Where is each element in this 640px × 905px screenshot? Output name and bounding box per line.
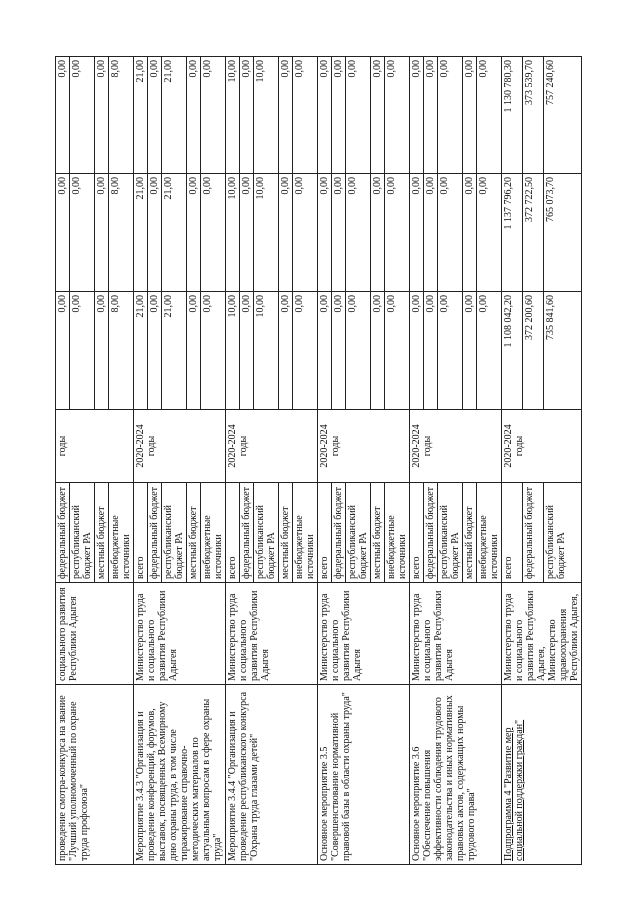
executor-cell: Министерство труда и социального развития Республики Адыгея bbox=[226, 583, 318, 685]
amount-cell-total: 0,00 bbox=[56, 292, 70, 410]
amount-cell-total: 0,00 bbox=[438, 292, 463, 410]
rotated-page bbox=[0, 45, 640, 905]
table-row bbox=[318, 57, 332, 865]
activity-name: проведение смотра-конкурса на звание "Лучший уполномоченный по охране труда профсоюза" bbox=[57, 695, 90, 861]
budget-table bbox=[55, 56, 582, 865]
amount-cell-y2021: 0,00 bbox=[70, 57, 95, 174]
amount-cell-y2020: 0,00 bbox=[371, 174, 385, 292]
amount-cell-y2021: 0,00 bbox=[95, 57, 109, 174]
funding-source-cell: республиканский бюджет РА bbox=[346, 483, 371, 583]
amount-cell-y2020: 0,00 bbox=[95, 174, 109, 292]
amount-cell-y2020: 0,00 bbox=[279, 174, 293, 292]
table-row bbox=[226, 57, 240, 865]
amount-cell-y2021: 10,00 bbox=[226, 57, 240, 174]
amount-cell-y2021: 0,00 bbox=[424, 57, 438, 174]
amount-cell-y2021: 0,00 bbox=[477, 57, 502, 174]
amount-cell-total: 0,00 bbox=[318, 292, 332, 410]
amount-cell-y2020: 0,00 bbox=[56, 174, 70, 292]
table-body bbox=[56, 57, 582, 865]
executor-cell: Министерство труда и социального развития Республики Адыгея, Министерство здравоохранения Республики Адыгея, bbox=[502, 583, 582, 685]
funding-source-cell: всего bbox=[410, 483, 424, 583]
amount-cell-total: 0,00 bbox=[463, 292, 477, 410]
activity-name: Подпрограмма 4 "Развитие мер социальной поддержки граждан" bbox=[503, 719, 525, 861]
activity-name: Мероприятие 3.4.3 "Организация и проведение конференций, форумов, выставок, посвященных Всемирному дню охраны труда, в том числе тиражирование справочно-методических материалов по актуальным вопросам в сфере охраны труда" bbox=[135, 698, 223, 861]
amount-cell-y2021: 0,00 bbox=[56, 57, 70, 174]
amount-cell-y2020: 0,00 bbox=[477, 174, 502, 292]
funding-source-cell: внебюджетные источники bbox=[201, 483, 226, 583]
amount-cell-y2020: 0,00 bbox=[293, 174, 318, 292]
amount-cell-y2020: 0,00 bbox=[424, 174, 438, 292]
funding-source-cell: республиканский бюджет РА bbox=[438, 483, 463, 583]
amount-cell-total: 21,00 bbox=[134, 292, 148, 410]
amount-cell-y2021: 0,00 bbox=[371, 57, 385, 174]
amount-cell-y2021: 0,00 bbox=[463, 57, 477, 174]
amount-cell-y2021: 0,00 bbox=[240, 57, 254, 174]
amount-cell-total: 0,00 bbox=[424, 292, 438, 410]
funding-source-cell: всего bbox=[134, 483, 148, 583]
funding-source-cell: всего bbox=[502, 483, 523, 583]
funding-source-cell: местный бюджет bbox=[95, 483, 109, 583]
executor-cell: Министерство труда и социального развития Республики Адыгея bbox=[410, 583, 502, 685]
period-cell: 2020-2024 годы bbox=[410, 410, 502, 483]
amount-cell-y2021: 757 240,60 bbox=[544, 57, 582, 174]
amount-cell-total: 21,00 bbox=[162, 292, 187, 410]
amount-cell-y2020: 0,00 bbox=[148, 174, 162, 292]
amount-cell-total: 0,00 bbox=[293, 292, 318, 410]
activity-name: Мероприятие 3.4.4 "Организация и проведение республиканского конкурса "Охрана труда глазами детей" bbox=[227, 691, 260, 861]
funding-source-cell: местный бюджет bbox=[371, 483, 385, 583]
amount-cell-total: 0,00 bbox=[70, 292, 95, 410]
funding-source-cell: местный бюджет bbox=[279, 483, 293, 583]
amount-cell-y2021: 10,00 bbox=[254, 57, 279, 174]
amount-cell-total: 0,00 bbox=[95, 292, 109, 410]
activity-name-cell bbox=[318, 685, 410, 865]
table-row bbox=[134, 57, 148, 865]
activity-name-cell bbox=[226, 685, 318, 865]
funding-source-cell: федеральный бюджет bbox=[240, 483, 254, 583]
activity-name: Основное мероприятие 3.5 "Совершенствование нормативной правовой базы в области охраны труда" bbox=[319, 692, 352, 861]
amount-cell-y2021: 0,00 bbox=[332, 57, 346, 174]
activity-name-cell bbox=[56, 685, 134, 865]
amount-cell-total: 0,00 bbox=[346, 292, 371, 410]
amount-cell-y2020: 0,00 bbox=[201, 174, 226, 292]
amount-cell-y2021: 0,00 bbox=[148, 57, 162, 174]
amount-cell-y2021: 0,00 bbox=[410, 57, 424, 174]
executor-cell: Министерство труда и социального развития Республики Адыгея bbox=[318, 583, 410, 685]
amount-cell-total: 10,00 bbox=[226, 292, 240, 410]
amount-cell-y2021: 0,00 bbox=[346, 57, 371, 174]
amount-cell-total: 735 841,60 bbox=[544, 292, 582, 410]
amount-cell-y2021: 0,00 bbox=[279, 57, 293, 174]
amount-cell-total: 0,00 bbox=[410, 292, 424, 410]
amount-cell-y2021: 0,00 bbox=[318, 57, 332, 174]
period-cell: 2020-2024 годы bbox=[226, 410, 318, 483]
executor-cell: Министерство труда и социального развития Республики Адыгея bbox=[134, 583, 226, 685]
amount-cell-total: 0,00 bbox=[279, 292, 293, 410]
activity-name-cell bbox=[502, 685, 582, 865]
funding-source-cell: республиканский бюджет РА bbox=[70, 483, 95, 583]
amount-cell-total: 0,00 bbox=[385, 292, 410, 410]
amount-cell-y2020: 0,00 bbox=[332, 174, 346, 292]
amount-cell-total: 0,00 bbox=[477, 292, 502, 410]
table-row bbox=[502, 57, 523, 865]
amount-cell-y2020: 8,00 bbox=[109, 174, 134, 292]
period-cell: годы bbox=[56, 410, 134, 483]
funding-source-cell: всего bbox=[226, 483, 240, 583]
table-container bbox=[55, 57, 582, 865]
period-cell: 2020-2024 годы bbox=[502, 410, 582, 483]
amount-cell-y2020: 765 073,70 bbox=[544, 174, 582, 292]
activity-name: Основное мероприятие 3.6 "Обеспечение повышения эффективности соблюдения трудового законодательства и иных нормативных правовых актов, содержащих нормы трудового права" bbox=[411, 695, 477, 861]
activity-name-cell bbox=[410, 685, 502, 865]
funding-source-cell: федеральный бюджет bbox=[424, 483, 438, 583]
amount-cell-total: 0,00 bbox=[201, 292, 226, 410]
amount-cell-y2020: 0,00 bbox=[463, 174, 477, 292]
funding-source-cell: внебюджетные источники bbox=[293, 483, 318, 583]
amount-cell-y2020: 21,00 bbox=[162, 174, 187, 292]
amount-cell-y2020: 0,00 bbox=[70, 174, 95, 292]
amount-cell-y2020: 0,00 bbox=[240, 174, 254, 292]
amount-cell-y2020: 10,00 bbox=[226, 174, 240, 292]
funding-source-cell: республиканский бюджет РА bbox=[162, 483, 187, 583]
executor-cell: социального развития Республики Адыгея bbox=[56, 583, 134, 685]
amount-cell-total: 0,00 bbox=[148, 292, 162, 410]
period-cell: 2020-2024 годы bbox=[318, 410, 410, 483]
amount-cell-total: 0,00 bbox=[240, 292, 254, 410]
amount-cell-total: 8,00 bbox=[109, 292, 134, 410]
amount-cell-y2021: 21,00 bbox=[162, 57, 187, 174]
amount-cell-y2021: 0,00 bbox=[385, 57, 410, 174]
amount-cell-y2020: 0,00 bbox=[385, 174, 410, 292]
funding-source-cell: внебюджетные источники bbox=[109, 483, 134, 583]
amount-cell-y2021: 0,00 bbox=[201, 57, 226, 174]
amount-cell-total: 1 108 042,20 bbox=[502, 292, 523, 410]
amount-cell-total: 0,00 bbox=[371, 292, 385, 410]
amount-cell-y2020: 21,00 bbox=[134, 174, 148, 292]
table-row bbox=[56, 57, 70, 865]
amount-cell-y2020: 0,00 bbox=[346, 174, 371, 292]
funding-source-cell: федеральный бюджет bbox=[523, 483, 544, 583]
amount-cell-y2021: 1 130 780,30 bbox=[502, 57, 523, 174]
funding-source-cell: внебюджетные источники bbox=[385, 483, 410, 583]
funding-source-cell: федеральный бюджет bbox=[332, 483, 346, 583]
funding-source-cell: федеральный бюджет bbox=[148, 483, 162, 583]
activity-name-cell bbox=[134, 685, 226, 865]
amount-cell-y2021: 0,00 bbox=[187, 57, 201, 174]
table-row bbox=[410, 57, 424, 865]
amount-cell-total: 0,00 bbox=[187, 292, 201, 410]
funding-source-cell: местный бюджет bbox=[463, 483, 477, 583]
amount-cell-y2020: 0,00 bbox=[410, 174, 424, 292]
funding-source-cell: федеральный бюджет bbox=[56, 483, 70, 583]
amount-cell-y2020: 0,00 bbox=[438, 174, 463, 292]
amount-cell-total: 0,00 bbox=[332, 292, 346, 410]
funding-source-cell: республиканский бюджет РА bbox=[254, 483, 279, 583]
amount-cell-y2021: 373 539,70 bbox=[523, 57, 544, 174]
amount-cell-y2021: 8,00 bbox=[109, 57, 134, 174]
amount-cell-y2020: 372 722,50 bbox=[523, 174, 544, 292]
funding-source-cell: местный бюджет bbox=[187, 483, 201, 583]
amount-cell-y2020: 1 137 796,20 bbox=[502, 174, 523, 292]
amount-cell-y2021: 0,00 bbox=[438, 57, 463, 174]
funding-source-cell: внебюджетные источники bbox=[477, 483, 502, 583]
amount-cell-y2021: 0,00 bbox=[293, 57, 318, 174]
amount-cell-total: 10,00 bbox=[254, 292, 279, 410]
amount-cell-y2021: 21,00 bbox=[134, 57, 148, 174]
amount-cell-y2020: 0,00 bbox=[187, 174, 201, 292]
amount-cell-y2020: 10,00 bbox=[254, 174, 279, 292]
amount-cell-y2020: 0,00 bbox=[318, 174, 332, 292]
period-cell: 2020-2024 годы bbox=[134, 410, 226, 483]
funding-source-cell: республиканский бюджет РА bbox=[544, 483, 582, 583]
funding-source-cell: всего bbox=[318, 483, 332, 583]
amount-cell-total: 372 200,60 bbox=[523, 292, 544, 410]
